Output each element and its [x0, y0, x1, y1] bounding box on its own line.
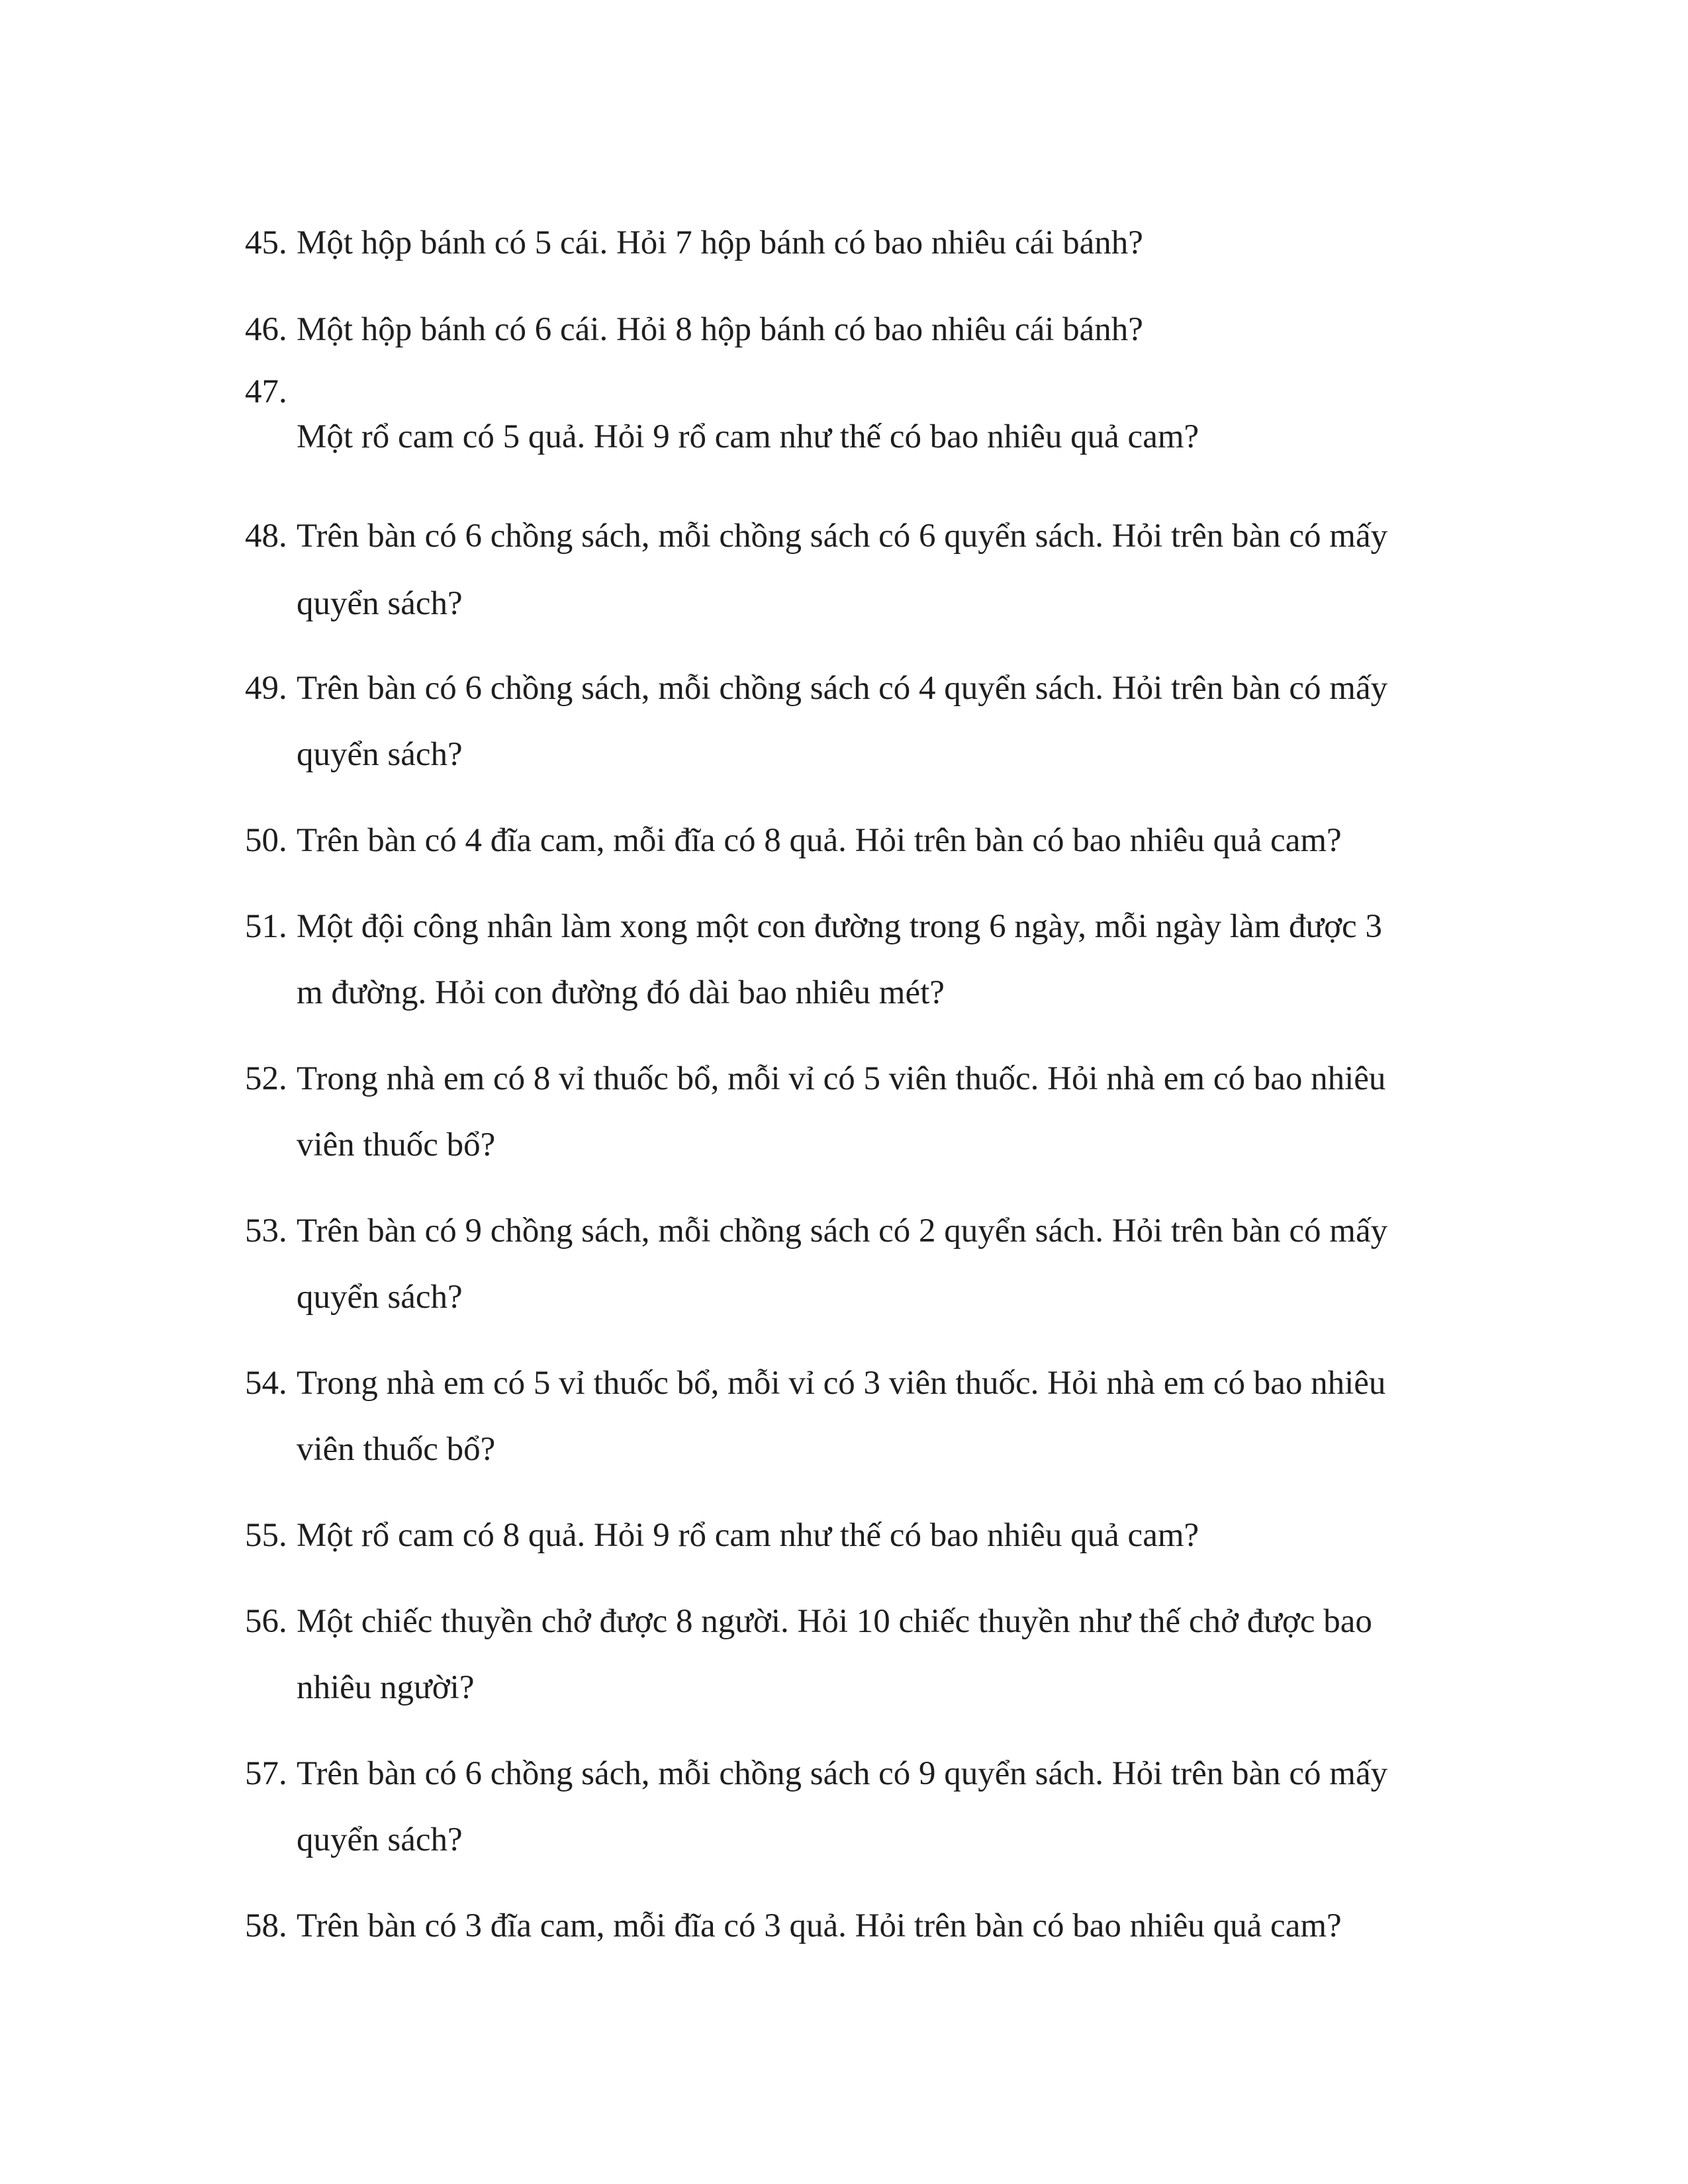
question-number: 52.: [245, 1060, 287, 1097]
question-number: 45.: [245, 224, 287, 261]
question-number: 57.: [245, 1755, 287, 1792]
question-text-continued: viên thuốc bổ?: [297, 1126, 496, 1163]
question-text: Trên bàn có 6 chồng sách, mỗi chồng sách có 6 quyển sách. Hỏi trên bàn có mấy: [297, 518, 1388, 555]
question-number: 56.: [245, 1603, 287, 1640]
question-text: Trong nhà em có 5 vỉ thuốc bổ, mỗi vỉ có 3 viên thuốc. Hỏi nhà em có bao nhiêu: [297, 1365, 1386, 1402]
question-number: 54.: [245, 1365, 287, 1402]
question-text: Một hộp bánh có 6 cái. Hỏi 8 hộp bánh có bao nhiêu cái bánh?: [297, 311, 1143, 348]
question-text-continued: quyển sách?: [297, 585, 463, 622]
question-text-continued: quyển sách?: [297, 736, 463, 773]
question-number: 50.: [245, 822, 287, 859]
question-text-continued: quyển sách?: [297, 1279, 463, 1316]
question-number: 55.: [245, 1517, 287, 1554]
question-number: 58.: [245, 1907, 287, 1944]
question-number: 46.: [245, 311, 287, 348]
question-number: 47.: [245, 373, 287, 410]
question-text: Trên bàn có 4 đĩa cam, mỗi đĩa có 8 quả. Hỏi trên bàn có bao nhiêu quả cam?: [297, 822, 1342, 859]
question-number: 49.: [245, 670, 287, 707]
question-text-continued: nhiêu người?: [297, 1669, 475, 1706]
question-text-continued: viên thuốc bổ?: [297, 1431, 496, 1468]
question-text: Một rổ cam có 8 quả. Hỏi 9 rổ cam như thế có bao nhiêu quả cam?: [297, 1517, 1199, 1554]
question-text: Một đội công nhân làm xong một con đường trong 6 ngày, mỗi ngày làm được 3: [297, 908, 1382, 945]
question-text-continued: m đường. Hỏi con đường đó dài bao nhiêu mét?: [297, 974, 945, 1011]
question-text: Trên bàn có 6 chồng sách, mỗi chồng sách có 9 quyển sách. Hỏi trên bàn có mấy: [297, 1755, 1388, 1792]
question-text: Một rổ cam có 5 quả. Hỏi 9 rổ cam như thế có bao nhiêu quả cam?: [297, 418, 1199, 455]
question-text: Trên bàn có 9 chồng sách, mỗi chồng sách có 2 quyển sách. Hỏi trên bàn có mấy: [297, 1212, 1388, 1250]
question-number: 51.: [245, 908, 287, 945]
question-text: Trên bàn có 6 chồng sách, mỗi chồng sách có 4 quyển sách. Hỏi trên bàn có mấy: [297, 670, 1388, 707]
question-number: 48.: [245, 518, 287, 555]
question-number: 53.: [245, 1212, 287, 1250]
question-text: Trên bàn có 3 đĩa cam, mỗi đĩa có 3 quả. Hỏi trên bàn có bao nhiêu quả cam?: [297, 1907, 1342, 1944]
question-text: Trong nhà em có 8 vỉ thuốc bổ, mỗi vỉ có 5 viên thuốc. Hỏi nhà em có bao nhiêu: [297, 1060, 1386, 1097]
question-text: Một hộp bánh có 5 cái. Hỏi 7 hộp bánh có bao nhiêu cái bánh?: [297, 224, 1143, 261]
question-text-continued: quyển sách?: [297, 1821, 463, 1858]
question-text: Một chiếc thuyền chở được 8 người. Hỏi 10 chiếc thuyền như thế chở được bao: [297, 1603, 1372, 1640]
